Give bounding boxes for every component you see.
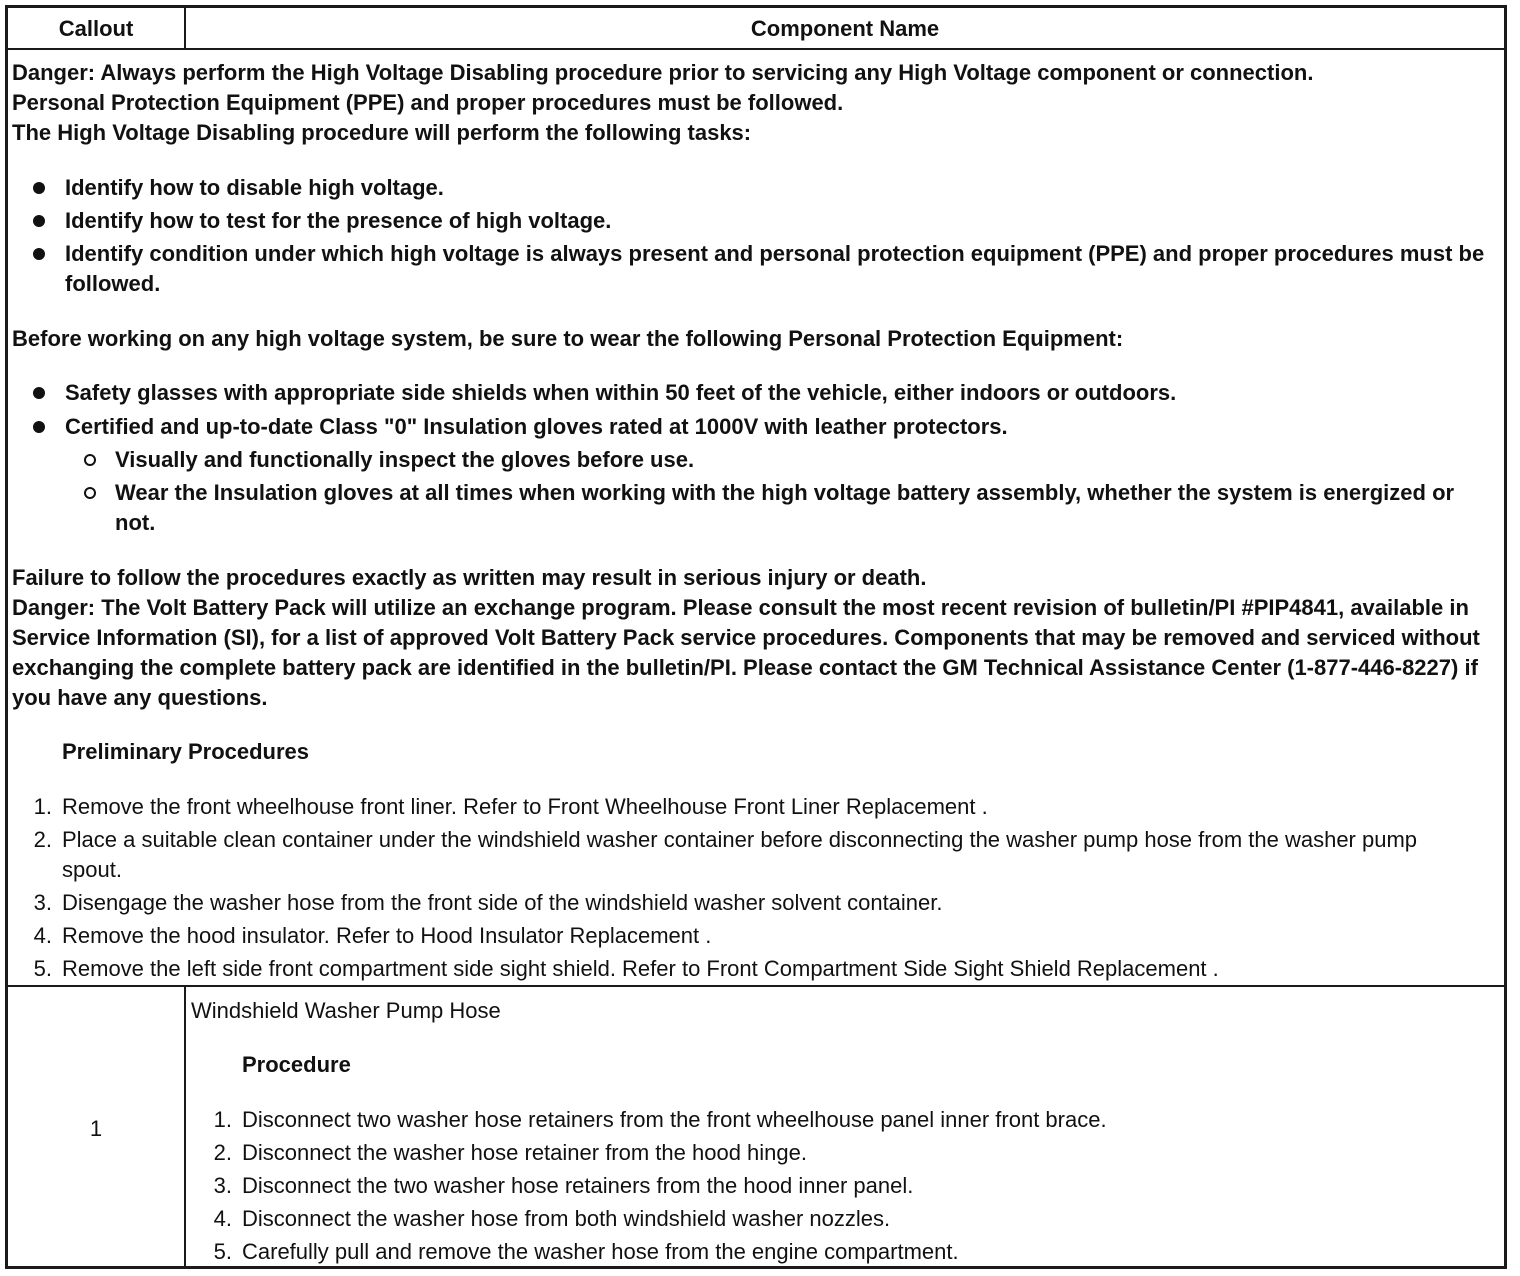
battery-danger: Danger: The Volt Battery Pack will utilize an exchange program. Please consult the most recent revision of bulletin/PI #PIP4841, available in Service Information (SI), for a list of approved Volt Battery Pack service procedures. Components that may be removed and serviced without exchanging the complete battery pack are identified in the bulletin/PI. Please contact the GM Technical Assistance Center (1-877-446-8227) if you have any questions. (12, 595, 1480, 710)
step-number: 5. (213, 1239, 232, 1264)
sub-bullet-icon (84, 454, 96, 466)
step-number: 2. (33, 827, 52, 852)
list-item: Disconnect the washer hose from both windshield washer nozzles. (242, 1206, 891, 1231)
step-number: 3. (33, 890, 52, 915)
row-rule (8, 985, 1504, 987)
bullet-icon (33, 182, 45, 194)
list-item: Remove the left side front compartment side sight shield. Refer to Front Compartment Side Sight Shield Replacement . (62, 956, 1219, 981)
bullet-icon (33, 387, 45, 399)
list-item: Disconnect the two washer hose retainers from the hood inner panel. (242, 1173, 914, 1198)
list-item: Remove the hood insulator. Refer to Hood Insulator Replacement . (62, 923, 712, 948)
preliminary-title: Preliminary Procedures (62, 739, 310, 764)
failure-line: Failure to follow the procedures exactly as written may result in serious injury or death. (12, 565, 927, 590)
list-item: Identify condition under which high voltage is always present and personal protection equipment (PPE) and proper procedures must be followed. (12, 239, 1492, 299)
step-number: 1. (213, 1107, 232, 1132)
list-item: Certified and up-to-date Class "0" Insulation gloves rated at 1000V with leather protectors. (12, 412, 1492, 442)
bullet-icon (33, 421, 45, 433)
callout-header: Callout (58, 16, 134, 41)
ppe-intro: Before working on any high voltage system, be sure to wear the following Personal Protection Equipment: (12, 326, 1124, 351)
bullet-icon (33, 248, 45, 260)
list-item: Identify how to disable high voltage. (12, 173, 1492, 203)
step-number: 3. (213, 1173, 232, 1198)
list-item: Visually and functionally inspect the gloves before use. (12, 445, 1492, 475)
list-item: Remove the front wheelhouse front liner. Refer to Front Wheelhouse Front Liner Replacement . (62, 794, 988, 819)
list-item: Disconnect two washer hose retainers from the front wheelhouse panel inner front brace. (242, 1107, 1107, 1132)
sub-bullet-icon (84, 487, 96, 499)
step-number: 4. (33, 923, 52, 948)
step-number: 4. (213, 1206, 232, 1231)
list-item: Carefully pull and remove the washer hose from the engine compartment. (242, 1239, 959, 1264)
header-divider (184, 8, 186, 50)
list-item: Identify how to test for the presence of high voltage. (12, 206, 1492, 236)
list-item: Safety glasses with appropriate side shields when within 50 feet of the vehicle, either indoors or outdoors. (12, 378, 1492, 408)
danger-hv-line: Danger: Always perform the High Voltage Disabling procedure prior to servicing any High Voltage component or connection. (12, 60, 1314, 85)
list-item: Place a suitable clean container under the windshield washer container before disconnecting the washer pump hose from the washer pump spout. (62, 827, 1418, 882)
step-number: 5. (33, 956, 52, 981)
bullet-icon (33, 215, 45, 227)
procedure-table (5, 5, 1507, 1269)
list-item: Disconnect the washer hose retainer from the hood hinge. (242, 1140, 807, 1165)
list-item: Disengage the washer hose from the front side of the windshield washer solvent container. (62, 890, 943, 915)
list-item: Wear the Insulation gloves at all times when working with the high voltage battery assembly, whether the system is energized or not. (12, 478, 1492, 538)
step-number: 1. (33, 794, 52, 819)
component-name: Windshield Washer Pump Hose (191, 998, 501, 1023)
header-rule (8, 48, 1504, 50)
row-divider (184, 987, 186, 1266)
callout-number: 1 (89, 1116, 103, 1141)
ppe-line: Personal Protection Equipment (PPE) and proper procedures must be followed. (12, 90, 844, 115)
component-name-header: Component Name (750, 16, 940, 41)
step-number: 2. (213, 1140, 232, 1165)
procedure-title: Procedure (242, 1052, 351, 1077)
tasks-intro: The High Voltage Disabling procedure will perform the following tasks: (12, 120, 752, 145)
